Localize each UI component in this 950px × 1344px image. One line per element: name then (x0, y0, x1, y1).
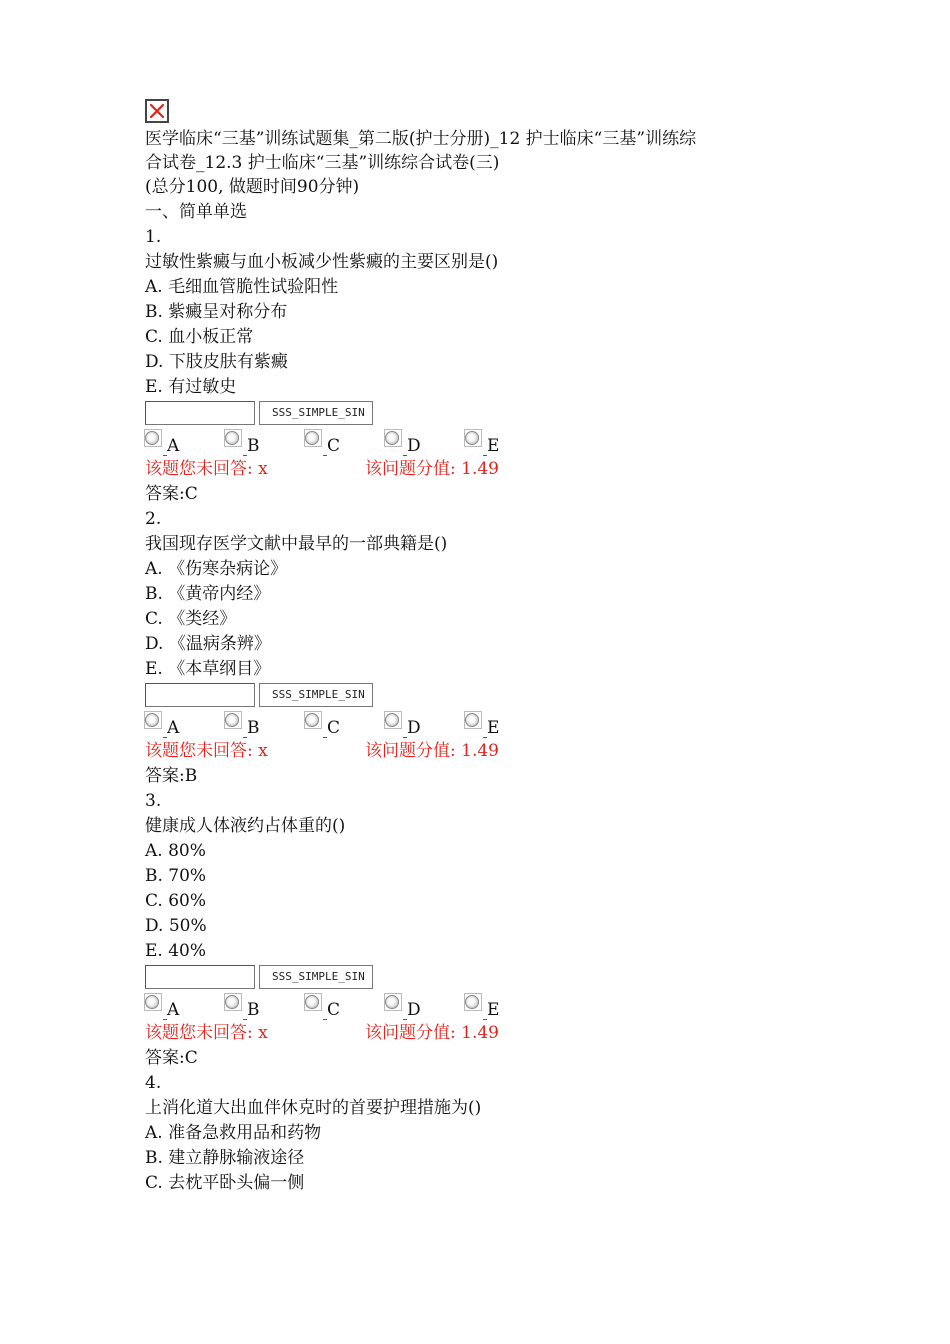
question-option: E. 40% (145, 941, 207, 961)
correct-answer: 答案:C (145, 484, 198, 504)
question-score: 该问题分值: 1.49 (365, 1023, 499, 1043)
radio-label: A (167, 718, 180, 738)
question-option: B. 紫癜呈对称分布 (145, 302, 288, 322)
answer-status (145, 457, 845, 482)
radio-label: E (487, 1000, 500, 1020)
section-heading: 一、简单单选 (145, 202, 247, 222)
question-score: 该问题分值: 1.49 (365, 741, 499, 761)
radio-label: B (247, 718, 260, 738)
radio-label: C (327, 436, 341, 456)
radio-label: D (407, 718, 421, 738)
question-type-field: SSS_SIMPLE_SIN (259, 683, 373, 707)
radio-button[interactable] (305, 995, 319, 1009)
question-option: A. 毛细血管脆性试验阳性 (145, 277, 339, 297)
answer-controls (145, 400, 845, 428)
exam-meta: (总分100, 做题时间90分钟) (145, 177, 360, 197)
question-number: 3. (145, 791, 162, 811)
correct-answer: 答案:C (145, 1048, 198, 1068)
radio-button[interactable] (225, 431, 239, 445)
radio-group (145, 428, 845, 457)
radio-button[interactable] (465, 431, 479, 445)
answer-input[interactable] (145, 965, 255, 989)
question-number: 2. (145, 509, 162, 529)
radio-label: E (487, 718, 500, 738)
radio-label: A (167, 1000, 180, 1020)
correct-answer: 答案:B (145, 766, 198, 786)
question-stem: 我国现存医学文献中最早的一部典籍是() (145, 534, 448, 554)
question-block (145, 225, 845, 507)
answer-input[interactable] (145, 401, 255, 425)
question-list (145, 225, 845, 1196)
question-option: D. 《温病条辨》 (145, 634, 271, 654)
radio-label: B (247, 436, 260, 456)
question-stem: 上消化道大出血伴休克时的首要护理措施为() (145, 1098, 482, 1118)
radio-label: D (407, 436, 421, 456)
exam-document (145, 99, 845, 1196)
question-option: A. 80% (145, 841, 206, 861)
answer-input[interactable] (145, 683, 255, 707)
radio-button[interactable] (145, 995, 159, 1009)
question-number: 1. (145, 227, 162, 247)
question-option: D. 50% (145, 916, 207, 936)
question-type-field: SSS_SIMPLE_SIN (259, 965, 373, 989)
unanswered-status: 该题您未回答: x (145, 741, 268, 761)
radio-button[interactable] (465, 713, 479, 727)
question-option: D. 下肢皮肤有紫癜 (145, 352, 288, 372)
radio-button[interactable] (145, 713, 159, 727)
question-stem: 过敏性紫癜与血小板减少性紫癜的主要区别是() (145, 252, 499, 272)
radio-label: C (327, 718, 341, 738)
unanswered-status: 该题您未回答: x (145, 1023, 268, 1043)
radio-button[interactable] (385, 995, 399, 1009)
radio-button[interactable] (305, 431, 319, 445)
radio-button[interactable] (145, 431, 159, 445)
exam-title-line: 医学临床“三基”训练试题集_第二版(护士分册)_12 护士临床“三基”训练综 (145, 129, 697, 149)
question-option: C. 《类经》 (145, 609, 237, 629)
radio-group (145, 710, 845, 739)
answer-status (145, 1021, 845, 1046)
exam-title (145, 127, 845, 175)
answer-controls (145, 682, 845, 710)
question-type-field: SSS_SIMPLE_SIN (259, 401, 373, 425)
unanswered-status: 该题您未回答: x (145, 459, 268, 479)
question-block (145, 789, 845, 1071)
broken-image-icon (145, 99, 169, 123)
radio-button[interactable] (225, 995, 239, 1009)
radio-button[interactable] (225, 713, 239, 727)
radio-button[interactable] (385, 431, 399, 445)
question-option: B. 建立静脉输液途径 (145, 1148, 305, 1168)
question-option: E. 《本草纲目》 (145, 659, 271, 679)
radio-label: D (407, 1000, 421, 1020)
radio-button[interactable] (385, 713, 399, 727)
question-option: E. 有过敏史 (145, 377, 237, 397)
exam-title-line: 合试卷_12.3 护士临床“三基”训练综合试卷(三) (145, 153, 500, 173)
question-option: B. 70% (145, 866, 207, 886)
question-option: A. 《伤寒杂病论》 (145, 559, 288, 579)
radio-button[interactable] (305, 713, 319, 727)
answer-status (145, 739, 845, 764)
radio-group (145, 992, 845, 1021)
question-stem: 健康成人体液约占体重的() (145, 816, 346, 836)
question-option: C. 60% (145, 891, 206, 911)
question-number: 4. (145, 1073, 162, 1093)
question-option: C. 去枕平卧头偏一侧 (145, 1173, 305, 1193)
radio-button[interactable] (465, 995, 479, 1009)
radio-label: C (327, 1000, 341, 1020)
radio-label: E (487, 436, 500, 456)
radio-label: A (167, 436, 180, 456)
question-option: C. 血小板正常 (145, 327, 254, 347)
radio-label: B (247, 1000, 260, 1020)
answer-controls (145, 964, 845, 992)
question-block (145, 1071, 845, 1196)
question-block (145, 507, 845, 789)
question-option: A. 准备急救用品和药物 (145, 1123, 322, 1143)
question-option: B. 《黄帝内经》 (145, 584, 271, 604)
question-score: 该问题分值: 1.49 (365, 459, 499, 479)
